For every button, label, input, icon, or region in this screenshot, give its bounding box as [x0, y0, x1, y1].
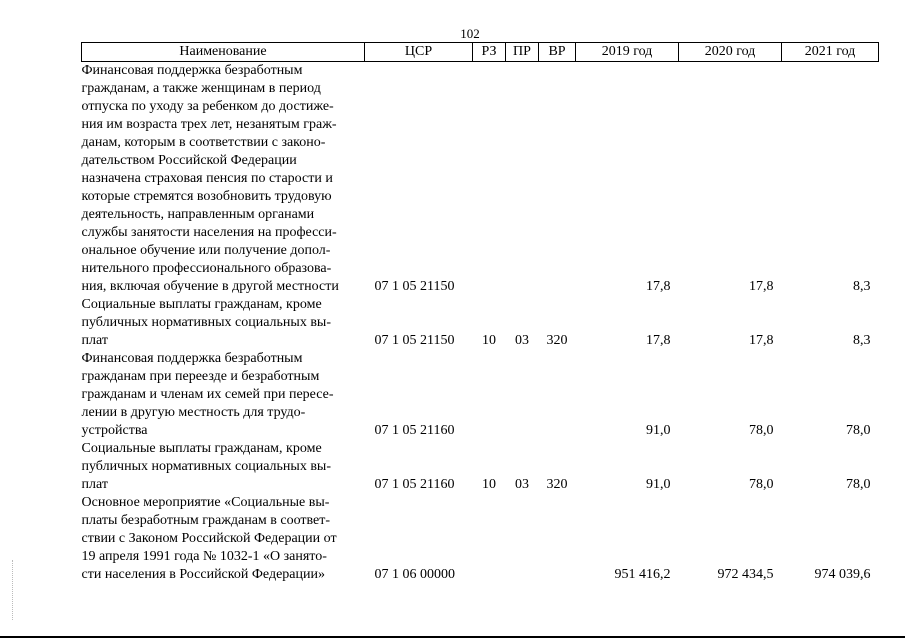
row-name-line: ональное обучение или получение допол- [81, 243, 331, 258]
table-row [82, 494, 879, 584]
row-name-line: 19 апреля 1991 года № 1032-1 «О занято- [81, 549, 327, 564]
row-name-line: Финансовая поддержка безработным [81, 63, 303, 78]
row-pr [506, 494, 539, 584]
bottom-rule [0, 636, 905, 638]
row-name [82, 350, 365, 440]
row-name-line: отпуска по уходу за ребенком до достиже- [81, 99, 334, 114]
header-rz: РЗ [473, 43, 506, 62]
row-2019: 17,8 [646, 333, 671, 348]
row-2021: 8,3 [853, 279, 871, 294]
row-name-line: которые стремятся возобновить трудовую [81, 189, 332, 204]
row-2019: 91,0 [646, 477, 671, 492]
row-name-line: плат [81, 333, 108, 348]
row-pr: 03 [515, 333, 529, 348]
row-rz [473, 62, 506, 297]
row-name-line: публичных нормативных социальных вы- [81, 315, 331, 330]
row-csr: 07 1 05 21150 [374, 333, 455, 348]
row-name-line: ния им возраста трех лет, незанятым граж- [81, 117, 337, 132]
table-row [82, 62, 879, 297]
row-csr: 07 1 05 21160 [374, 423, 455, 438]
header-row [82, 43, 879, 62]
row-2019: 91,0 [646, 423, 671, 438]
row-name-line: назначена страховая пенсия по старости и [81, 171, 333, 186]
row-2020: 17,8 [749, 279, 774, 294]
table-row [82, 350, 879, 440]
row-name-line: Финансовая поддержка безработным [81, 351, 303, 366]
header-name: Наименование [82, 43, 365, 62]
row-2020: 17,8 [749, 333, 774, 348]
row-vr [539, 350, 576, 440]
row-csr: 07 1 06 00000 [374, 567, 455, 582]
row-2021: 8,3 [853, 333, 871, 348]
row-name-line: Основное мероприятие «Социальные вы- [81, 495, 330, 510]
header-2020: 2020 год [679, 43, 782, 62]
table-row [82, 296, 879, 350]
row-rz: 10 [482, 333, 496, 348]
row-name-line: дательством Российской Федерации [81, 153, 297, 168]
row-rz: 10 [482, 477, 496, 492]
row-2021: 78,0 [846, 477, 871, 492]
scan-edge-mark [12, 560, 14, 620]
row-pr [506, 350, 539, 440]
header-2019: 2019 год [576, 43, 679, 62]
header-csr: ЦСР [365, 43, 473, 62]
row-name-line: платы безработным гражданам в соответ- [81, 513, 331, 528]
row-name [82, 62, 365, 297]
row-csr: 07 1 05 21150 [374, 279, 455, 294]
row-name-line: нительного профессионального образова- [81, 261, 332, 276]
row-name-line: гражданам при переезде и безработным [81, 369, 320, 384]
row-name-line: публичных нормативных социальных вы- [81, 459, 331, 474]
row-2020: 78,0 [749, 423, 774, 438]
header-pr: ПР [506, 43, 539, 62]
row-csr: 07 1 05 21160 [374, 477, 455, 492]
row-name-line: устройства [81, 423, 148, 438]
row-name [82, 494, 365, 584]
row-name [82, 440, 365, 494]
row-2019: 17,8 [646, 279, 671, 294]
row-name-line: гражданам и членам их семей при пересе- [81, 387, 334, 402]
row-name-line: гражданам, а также женщинам в период [81, 81, 321, 96]
header-vr: ВР [539, 43, 576, 62]
row-name-line: ния, включая обучение в другой местности [81, 279, 339, 294]
row-vr: 320 [546, 477, 568, 492]
row-name-line: Социальные выплаты гражданам, кроме [81, 441, 322, 456]
row-name-line: деятельность, направленным органами [81, 207, 315, 222]
budget-table [81, 42, 879, 584]
header-2021: 2021 год [782, 43, 879, 62]
row-2019: 951 416,2 [614, 567, 671, 582]
row-2021: 78,0 [846, 423, 871, 438]
row-pr: 03 [515, 477, 529, 492]
row-name-line: службы занятости населения на професси- [81, 225, 337, 240]
row-vr [539, 62, 576, 297]
row-name-line: сти населения в Российской Федерации» [81, 567, 325, 582]
row-2021: 974 039,6 [814, 567, 871, 582]
row-vr [539, 494, 576, 584]
row-rz [473, 494, 506, 584]
row-name-line: плат [81, 477, 108, 492]
table-row [82, 440, 879, 494]
row-name-line: Социальные выплаты гражданам, кроме [81, 297, 322, 312]
row-name-line: лении в другую местность для трудо- [81, 405, 306, 420]
page-number: 102 [460, 26, 480, 41]
row-pr [506, 62, 539, 297]
row-2020: 78,0 [749, 477, 774, 492]
row-name [82, 296, 365, 350]
row-name-line: данам, которым в соответствии с законо- [81, 135, 326, 150]
row-name-line: ствии с Законом Российской Федерации от [81, 531, 337, 546]
row-rz [473, 350, 506, 440]
row-vr: 320 [546, 333, 568, 348]
row-2020: 972 434,5 [717, 567, 774, 582]
